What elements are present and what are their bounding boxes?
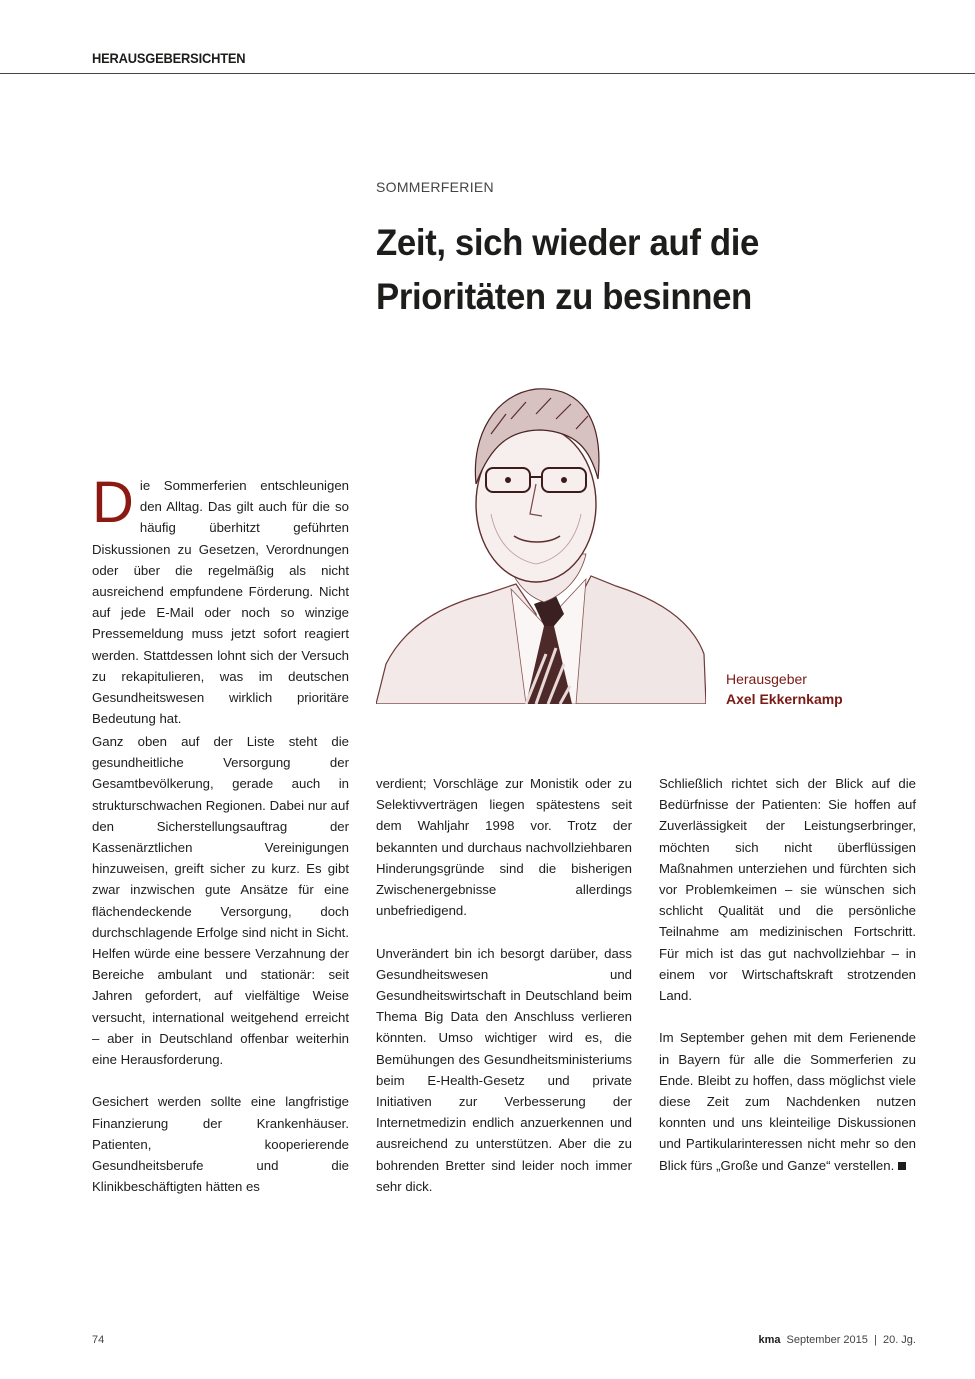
header-rule [0, 73, 975, 74]
page-number: 74 [92, 1334, 105, 1346]
paragraph: Schließlich richtet sich der Blick auf die Bedürfnisse der Patienten: Sie hoffen auf Zuverlässigkeit der Leistungserbringer, möchten sich nicht überflüssigen Maßnahmen unterziehen und fürchten sich vor Problemkeimen – sie wünschen sich schlicht Qualität und die persönliche Teilnahme am medizinischen Fortschritt. Für mich ist das gut nachvollziehbar – in einem vor Wirtschaftskraft strotzenden Land. [659, 776, 916, 1004]
title-line-1: Zeit, sich wieder auf die [376, 222, 759, 263]
article-kicker: SOMMERFERIEN [376, 179, 494, 195]
closing-text: Im September gehen mit dem Ferienende in Bayern für alle die Sommerferien zu Ende. Bleibt zu hoffen, dass möglichst viele diese Zeit zum Nachdenken nutzen konnten und uns kleinteilige Diskussionen und Partikularinteressen nicht mehr so den Blick fürs „Große und Ganze“ verstellen. [659, 1030, 916, 1173]
paragraph: Ganz oben auf der Liste steht die gesundheitliche Versorgung der Gesamtbevölkerung, gerade auch in strukturschwachen Regionen. Dabei nur auf den Sicherstellungsauftrag der Kassenärztlichen Vereinigungen hinzuweisen, greift sicher zu kurz. Es gibt zwar inzwischen gute Ansätze für eine flächendeckende Versorgung, doch durchschlagende Erfolge sind nicht in Sicht. Helfen würde eine bessere Verzahnung der Bereiche ambulant und stationär: seit Jahren gefordert, auf vielfältige Weise versucht, international weitgehend erreicht – aber in Deutschland offenbar weiterhin eine Herausforderung. [92, 734, 349, 1068]
portrait-caption [726, 669, 843, 709]
title-line-2: Prioritäten zu besinnen [376, 276, 752, 317]
intro-paragraph [92, 470, 349, 729]
paragraph: verdient; Vorschläge zur Monistik oder zu Selektivverträgen liegen spätestens seit dem Wahljahr 1998 vor. Trotz der bekannten und durchaus nachvollziehbaren Hinderungsgründe sind die bisherigen Zwischenergebnisse allerdings unbefriedigend. [376, 776, 632, 919]
column-2 [376, 773, 632, 1218]
intro-text: ie Sommerferien entschleunigen den Alltag. Das gilt auch für die so häufig überhitzt geführten Diskussionen zu Gesetzen, Verordnungen oder über die regelmäßig als nicht ausreichend empfundene Förderung. Nicht auf jede E-Mail oder noch so winzige Pressemeldung muss jetzt sofort reagiert werden. Stattdessen lohnt sich der Versuch zu rekapitulieren, was im deutschen Gesundheitswesen wirklich prioritäre Bedeutung hat. [92, 478, 349, 727]
brand-logo: kma [758, 1334, 781, 1346]
section-header: HERAUSGEBERSICHTEN [92, 50, 246, 66]
caption-role: Herausgeber [726, 671, 807, 687]
issue-info: September 2015 | 20. Jg. [786, 1334, 916, 1346]
drop-cap: D [92, 470, 134, 535]
paragraph: Unverändert bin ich besorgt darüber, dass Gesundheitswesen und Gesundheitswirtschaft in Deutschland beim Thema Big Data den Anschluss verlieren könnten. Umso wichtiger wird es, die Bemühungen des Gesundheitsministeriums beim E-Health-Gesetz und private Initiativen zur Verbesserung der Internetmedizin endlich anzuerkennen und ausreichend zu unterstützen. Aber die zu bohrenden Bretter sind leider noch immer sehr dick. [376, 945, 632, 1194]
column-1 [92, 731, 349, 1219]
footer-issue [758, 1334, 916, 1346]
caption-name: Axel Ekkernkamp [726, 691, 843, 707]
column-3 [659, 773, 916, 1197]
paragraph [659, 1027, 916, 1175]
article-title [376, 216, 902, 324]
intro-column [92, 470, 349, 751]
paragraph: Gesichert werden sollte eine langfristige Finanzierung der Krankenhäuser. Patienten, kooperierende Gesundheitsberufe und die Klinikbeschäftigten hätten es [92, 1094, 349, 1195]
author-portrait [376, 364, 706, 704]
end-mark-icon [898, 1162, 906, 1170]
